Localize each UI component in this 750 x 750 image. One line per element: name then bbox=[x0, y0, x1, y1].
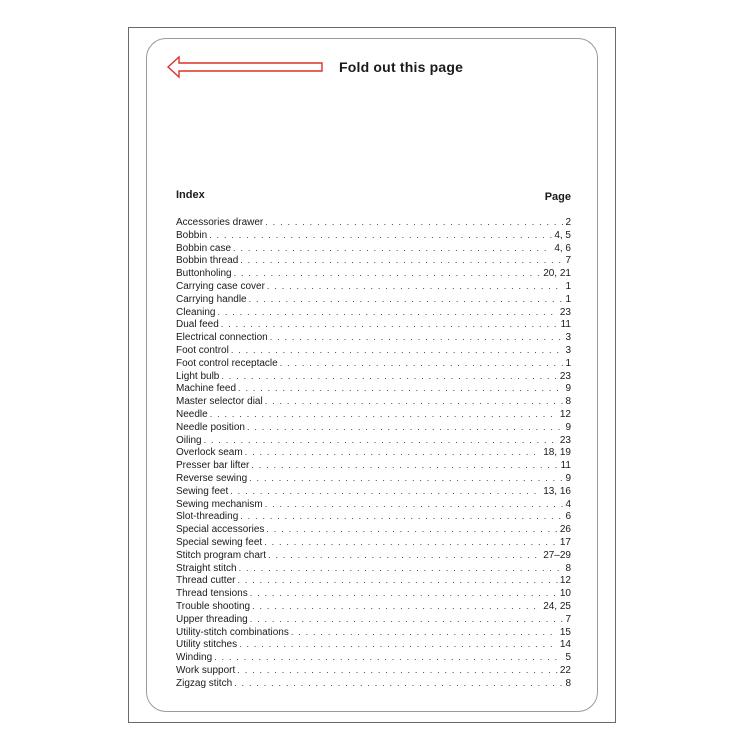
dot-leader bbox=[291, 626, 558, 639]
dot-leader bbox=[265, 216, 563, 229]
index-entry-page: 8 bbox=[565, 562, 571, 574]
index-entry-label: Trouble shooting bbox=[176, 600, 251, 612]
index-entry bbox=[176, 242, 571, 255]
dot-leader bbox=[217, 306, 557, 319]
index-entry bbox=[176, 638, 571, 651]
index-entry-page: 4, 5 bbox=[554, 229, 571, 241]
index-entry bbox=[176, 510, 571, 523]
index-entry bbox=[176, 651, 571, 664]
dot-leader bbox=[268, 549, 541, 562]
index-entry-label: Utility-stitch combinations bbox=[176, 626, 289, 638]
index-entry bbox=[176, 395, 571, 408]
dot-leader bbox=[239, 562, 564, 575]
index-entry-label: Cleaning bbox=[176, 306, 216, 318]
dot-leader bbox=[209, 229, 552, 242]
dot-leader bbox=[234, 677, 563, 690]
index-entry bbox=[176, 587, 571, 600]
page-column-heading: Page bbox=[544, 191, 571, 203]
index-entry-page: 3 bbox=[565, 344, 571, 356]
index-entry-page: 23 bbox=[559, 370, 571, 382]
dot-leader bbox=[221, 370, 558, 383]
index-entry-label: Master selector dial bbox=[176, 396, 263, 408]
index-entry-page: 10 bbox=[559, 588, 571, 600]
dot-leader bbox=[238, 382, 563, 395]
index-entry bbox=[176, 267, 571, 280]
index-entry bbox=[176, 498, 571, 511]
index-entry-label: Oiling bbox=[176, 434, 202, 446]
index-entry-label: Electrical connection bbox=[176, 332, 268, 344]
index-entry bbox=[176, 446, 571, 459]
dot-leader bbox=[249, 472, 563, 485]
index-entry-label: Bobbin bbox=[176, 229, 208, 241]
index-entry bbox=[176, 626, 571, 639]
dot-leader bbox=[247, 421, 564, 434]
index-entry bbox=[176, 370, 571, 383]
index-entry-label: Upper threading bbox=[176, 613, 248, 625]
index-entry-page: 2 bbox=[565, 217, 571, 228]
index-entry-label: Needle bbox=[176, 408, 208, 420]
dot-leader bbox=[239, 638, 558, 651]
index-entry bbox=[176, 344, 571, 357]
index-header bbox=[176, 189, 571, 205]
index-entry-label: Overlock seam bbox=[176, 447, 243, 459]
index-entry-page: 22 bbox=[559, 664, 571, 676]
dot-leader bbox=[245, 446, 542, 459]
index-entry-label: Accessories drawer bbox=[176, 217, 264, 228]
dot-leader bbox=[270, 331, 564, 344]
index-entry-page: 11 bbox=[560, 460, 571, 472]
index-entry-page: 27–29 bbox=[543, 549, 571, 561]
index-entry bbox=[176, 485, 571, 498]
index-entry-label: Special accessories bbox=[176, 524, 265, 536]
index-entry-page: 15 bbox=[559, 626, 571, 638]
dot-leader bbox=[280, 357, 564, 370]
dot-leader bbox=[264, 536, 558, 549]
index-entry bbox=[176, 421, 571, 434]
index-entry-label: Utility stitches bbox=[176, 639, 238, 651]
index-entry-label: Sewing feet bbox=[176, 485, 229, 497]
index-entry-page: 1 bbox=[565, 293, 571, 305]
index-entry-label: Bobbin thread bbox=[176, 255, 239, 267]
index-entry bbox=[176, 331, 571, 344]
index-entry-page: 5 bbox=[565, 652, 571, 664]
index-entry-page: 3 bbox=[565, 332, 571, 344]
dot-leader bbox=[237, 574, 557, 587]
index-entry-page: 12 bbox=[559, 575, 571, 587]
dot-leader bbox=[204, 434, 558, 447]
index-entry-page: 9 bbox=[565, 383, 571, 395]
index-entry-label: Dual feed bbox=[176, 319, 219, 331]
index-entry-page: 20, 21 bbox=[543, 268, 571, 280]
index-entry bbox=[176, 408, 571, 421]
dot-leader bbox=[234, 267, 542, 280]
dot-leader bbox=[230, 485, 541, 498]
dot-leader bbox=[265, 395, 564, 408]
index-entry bbox=[176, 229, 571, 242]
index-entry-label: Foot control bbox=[176, 344, 229, 356]
index-entry-label: Carrying case cover bbox=[176, 280, 265, 292]
index-entry-label: Light bulb bbox=[176, 370, 220, 382]
index-entry-label: Foot control receptacle bbox=[176, 357, 278, 369]
dot-leader bbox=[267, 280, 564, 293]
index-entry bbox=[176, 600, 571, 613]
dot-leader bbox=[237, 664, 558, 677]
dot-leader bbox=[250, 613, 564, 626]
index-entry bbox=[176, 562, 571, 575]
index-entry-label: Straight stitch bbox=[176, 562, 237, 574]
index-entry-page: 24, 25 bbox=[543, 600, 571, 612]
index-entry-label: Special sewing feet bbox=[176, 536, 263, 548]
dot-leader bbox=[231, 344, 564, 357]
dot-leader bbox=[250, 587, 558, 600]
index-entry bbox=[176, 613, 571, 626]
dot-leader bbox=[233, 242, 552, 255]
index-entry-label: Thread tensions bbox=[176, 588, 248, 600]
index-entry-label: Carrying handle bbox=[176, 293, 247, 305]
dot-leader bbox=[240, 254, 563, 267]
index-entry-label: Winding bbox=[176, 652, 213, 664]
index-entry bbox=[176, 434, 571, 447]
index-entry bbox=[176, 254, 571, 267]
index-entry bbox=[176, 216, 571, 229]
index-entry bbox=[176, 664, 571, 677]
left-arrow-icon bbox=[166, 55, 324, 79]
index-entry-label: Sewing mechanism bbox=[176, 498, 263, 510]
index-entry-page: 1 bbox=[565, 357, 571, 369]
index-entry-page: 23 bbox=[559, 434, 571, 446]
index-entry-label: Slot-threading bbox=[176, 511, 239, 523]
index-heading: Index bbox=[176, 189, 205, 201]
index-entry bbox=[176, 293, 571, 306]
index-entry-label: Buttonholing bbox=[176, 268, 232, 280]
index-entry bbox=[176, 459, 571, 472]
index-entry bbox=[176, 523, 571, 536]
index-entry-page: 14 bbox=[559, 639, 571, 651]
index-list bbox=[176, 216, 571, 689]
index-entry-label: Needle position bbox=[176, 421, 245, 433]
index-entry-page: 9 bbox=[565, 421, 571, 433]
index-entry-page: 8 bbox=[565, 677, 571, 689]
index-entry-page: 4, 6 bbox=[554, 242, 571, 254]
index-entry bbox=[176, 306, 571, 319]
index-entry-page: 1 bbox=[565, 280, 571, 292]
dot-leader bbox=[249, 293, 564, 306]
index-entry bbox=[176, 677, 571, 690]
index-entry-label: Thread cutter bbox=[176, 575, 236, 587]
index-entry bbox=[176, 472, 571, 485]
dot-leader bbox=[214, 651, 563, 664]
index-entry-page: 17 bbox=[559, 536, 571, 548]
index-entry-label: Zigzag stitch bbox=[176, 677, 233, 689]
index-entry-page: 12 bbox=[559, 408, 571, 420]
dot-leader bbox=[210, 408, 558, 421]
index-entry-label: Machine feed bbox=[176, 383, 237, 395]
index-entry-label: Presser bar lifter bbox=[176, 460, 250, 472]
index-entry-page: 9 bbox=[565, 472, 571, 484]
index-entry bbox=[176, 318, 571, 331]
index-entry-page: 7 bbox=[565, 613, 571, 625]
index-entry bbox=[176, 574, 571, 587]
dot-leader bbox=[266, 523, 558, 536]
index-entry-page: 13, 16 bbox=[543, 485, 571, 497]
dot-leader bbox=[221, 318, 559, 331]
index-entry bbox=[176, 536, 571, 549]
index-entry bbox=[176, 382, 571, 395]
index-entry bbox=[176, 280, 571, 293]
index-entry-page: 26 bbox=[559, 524, 571, 536]
index-entry-label: Work support bbox=[176, 664, 236, 676]
index-entry-label: Reverse sewing bbox=[176, 472, 248, 484]
index-entry-label: Stitch program chart bbox=[176, 549, 267, 561]
index-entry bbox=[176, 549, 571, 562]
index-entry-page: 8 bbox=[565, 396, 571, 408]
index-entry-page: 6 bbox=[565, 511, 571, 523]
dot-leader bbox=[265, 498, 564, 511]
index-entry-page: 7 bbox=[565, 255, 571, 267]
index-entry bbox=[176, 357, 571, 370]
dot-leader bbox=[252, 600, 541, 613]
index-entry-page: 4 bbox=[565, 498, 571, 510]
fold-out-title: Fold out this page bbox=[339, 59, 464, 75]
dot-leader bbox=[240, 510, 563, 523]
index-entry-label: Bobbin case bbox=[176, 242, 232, 254]
dot-leader bbox=[251, 459, 558, 472]
index-entry-page: 11 bbox=[560, 319, 571, 331]
index-entry-page: 18, 19 bbox=[543, 447, 571, 459]
index-entry-page: 23 bbox=[559, 306, 571, 318]
